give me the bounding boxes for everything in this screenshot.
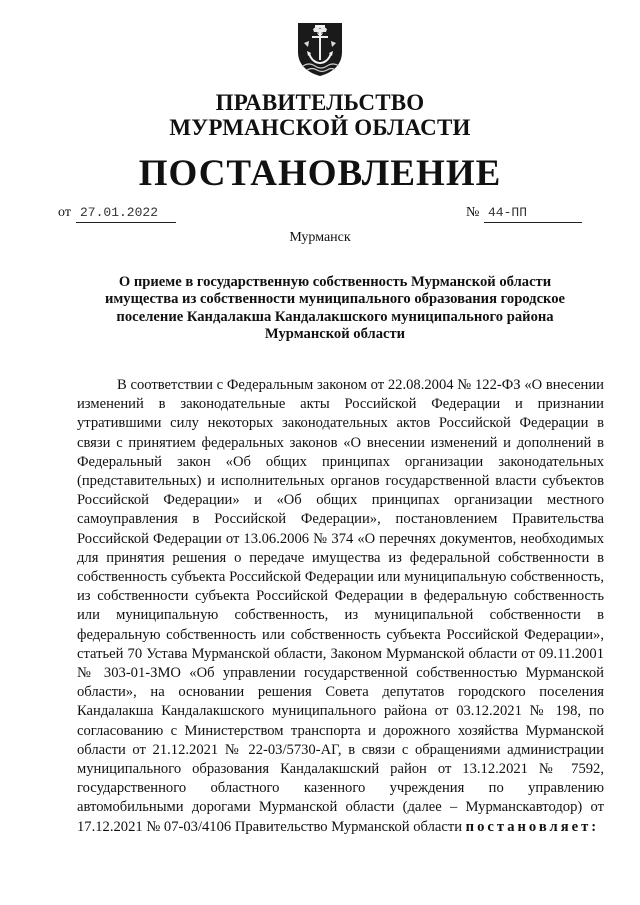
government-title-line2: МУРМАНСКОЙ ОБЛАСТИ — [169, 115, 471, 140]
document-number: 44-ПП — [484, 204, 582, 223]
date-prefix: от — [58, 205, 71, 220]
body-paragraph — [77, 376, 604, 837]
body-paragraph-text: В соответствии с Федеральным законом от 22.08.2004 № 122-ФЗ «О внесении изменений в законодательные акты Российской Федерации и признании утратившими силу некоторых законодательных актов Российской Федерации в связи с принятием федеральных законов «О внесении изменений и дополнений в Федеральный закон «Об общих принципах организации законодательных (представительных) и исполнительных органов государственной власти субъектов Российской Федерации» и «Об общих принципах организации местного самоуправления в Российской Федерации», постановлением Правительства Российской Федерации от 13.06.2006 № 374 «О перечнях документов, необходимых для принятия решения о передаче имущества из федеральной собственности в собственность субъекта Российской Федерации или муниципальную собственность, из собственности субъекта Российской Федерации в федеральную собственность или муниципальную собственность, из муниципальной собственности в федеральную собственность или собственность субъекта Российской Федерации», статьей 70 Устава Мурманской области, Законом Мурманской области от 09.11.2001 № 303-01-ЗМО «Об управлении государственной собственностью Мурманской области», на основании решения Совета депутатов городского поселения Кандалакша Кандалакшского муниципального района от 03.12.2021 № 198, по согласованию с Министерством транспорта и дорожного хозяйства Мурманской области от 21.12.2021 № 22-03/5730-АГ, в связи с обращениями администрации муниципального образования Кандалакшский район от 13.12.2021 № 7592, государственного областного казенного учреждения по управлению автомобильными дорогами Мурманской области (далее – Мурманскавтодор) от 17.12.2021 № 07-03/4106 Правительство Мурманской области — [77, 377, 604, 835]
resolution-verb: постановляет: — [465, 818, 600, 835]
document-date: 27.01.2022 — [76, 204, 176, 223]
government-title-line1: ПРАВИТЕЛЬСТВО — [215, 90, 425, 115]
document-subject: О приеме в государственную собственность Мурманской области имущества из собственности муниципального образования городское поселение Кандалакша Кандалакшского муниципального района Мурманской области — [104, 274, 566, 343]
city-name: Мурманск — [289, 230, 351, 245]
murmansk-coat-of-arms-icon — [295, 20, 345, 78]
document-type-title: ПОСТАНОВЛЕНИЕ — [138, 153, 502, 194]
number-prefix: № — [466, 205, 480, 220]
